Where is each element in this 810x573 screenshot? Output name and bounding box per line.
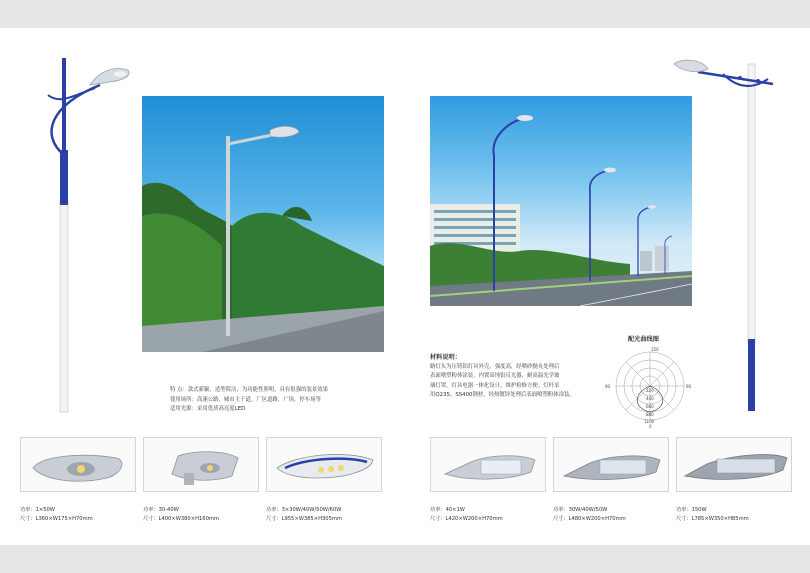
product-power: 功率：30-40W [143,507,179,513]
venue-line: 使用场所：高速公路，城市主干道，厂区道路，广场，停车场等 [170,396,321,403]
left-streetlight-illustration [40,50,140,415]
light-source-line: 适用光源：采用优质高亮度LED [170,406,246,412]
material-line: 路灯头为压铸铝灯具外壳，强度高，经喷砂抛丸处理后 [430,363,560,370]
road-scene-photo-left [142,96,384,352]
material-line: 表面喷塑粉体涂装，内置高纯铝反光器，耐高温光学玻 [430,373,560,379]
product-image-1 [20,437,136,492]
product-size: 尺寸：L400×W380×H160mm [143,515,219,522]
material-line: 璃灯罩，灯具电器一体化设计，维护检修方便；灯杆采 [430,382,560,389]
product-image-3 [266,437,382,492]
light-curve-title: 配光曲线图 [628,336,659,343]
material-text [430,353,610,401]
product-power: 功率：40×1W [430,507,465,513]
product-size: 尺寸：L360×W175×H70mm [20,515,93,522]
product-spec-2 [143,506,219,523]
product-power: 功率：30W/40W/50W [553,507,608,513]
curve-label: 220 [646,388,654,393]
curve-label: 90 [605,384,611,389]
product-spec-1 [20,506,93,523]
catalog-spread [0,28,810,545]
product-image-6 [676,437,792,492]
product-power: 功率：1×50W [20,507,55,513]
curve-label: 440 [646,396,654,401]
product-spec-6 [676,506,749,523]
product-spec-3 [266,506,342,523]
product-power: 功率：150W [676,507,707,513]
material-title: 材料说明： [430,354,461,361]
product-image-5 [553,437,669,492]
curve-label: 660 [646,404,654,409]
curve-label: 90 [686,384,692,389]
curve-label: 1100 [644,419,655,424]
curve-label: 880 [646,412,654,417]
product-spec-4 [430,506,503,523]
product-size: 尺寸：L480×W200×H70mm [553,515,626,522]
product-image-4 [430,437,546,492]
product-size: 尺寸：L420×W200×H70mm [430,515,503,522]
material-line: 用Q235、SS400钢材，经热镀锌处理后表面喷塑粉体涂装。 [430,392,575,398]
features-line: 特 点：款式新颖，造型简洁，为功能性照明，具有很强的装景效果 [170,387,329,393]
curve-label: 0 [649,424,652,428]
product-size: 尺寸：L785×W350×H85mm [676,515,749,522]
product-power: 功率：3×30W/40W/50W/60W [266,507,342,513]
product-spec-5 [553,506,626,523]
product-image-2 [143,437,259,492]
road-scene-photo-right [430,96,692,306]
light-distribution-diagram [604,346,696,428]
product-size: 尺寸：L955×W385×H305mm [266,515,342,522]
features-text [170,386,385,415]
curve-label: 150 [651,347,659,352]
